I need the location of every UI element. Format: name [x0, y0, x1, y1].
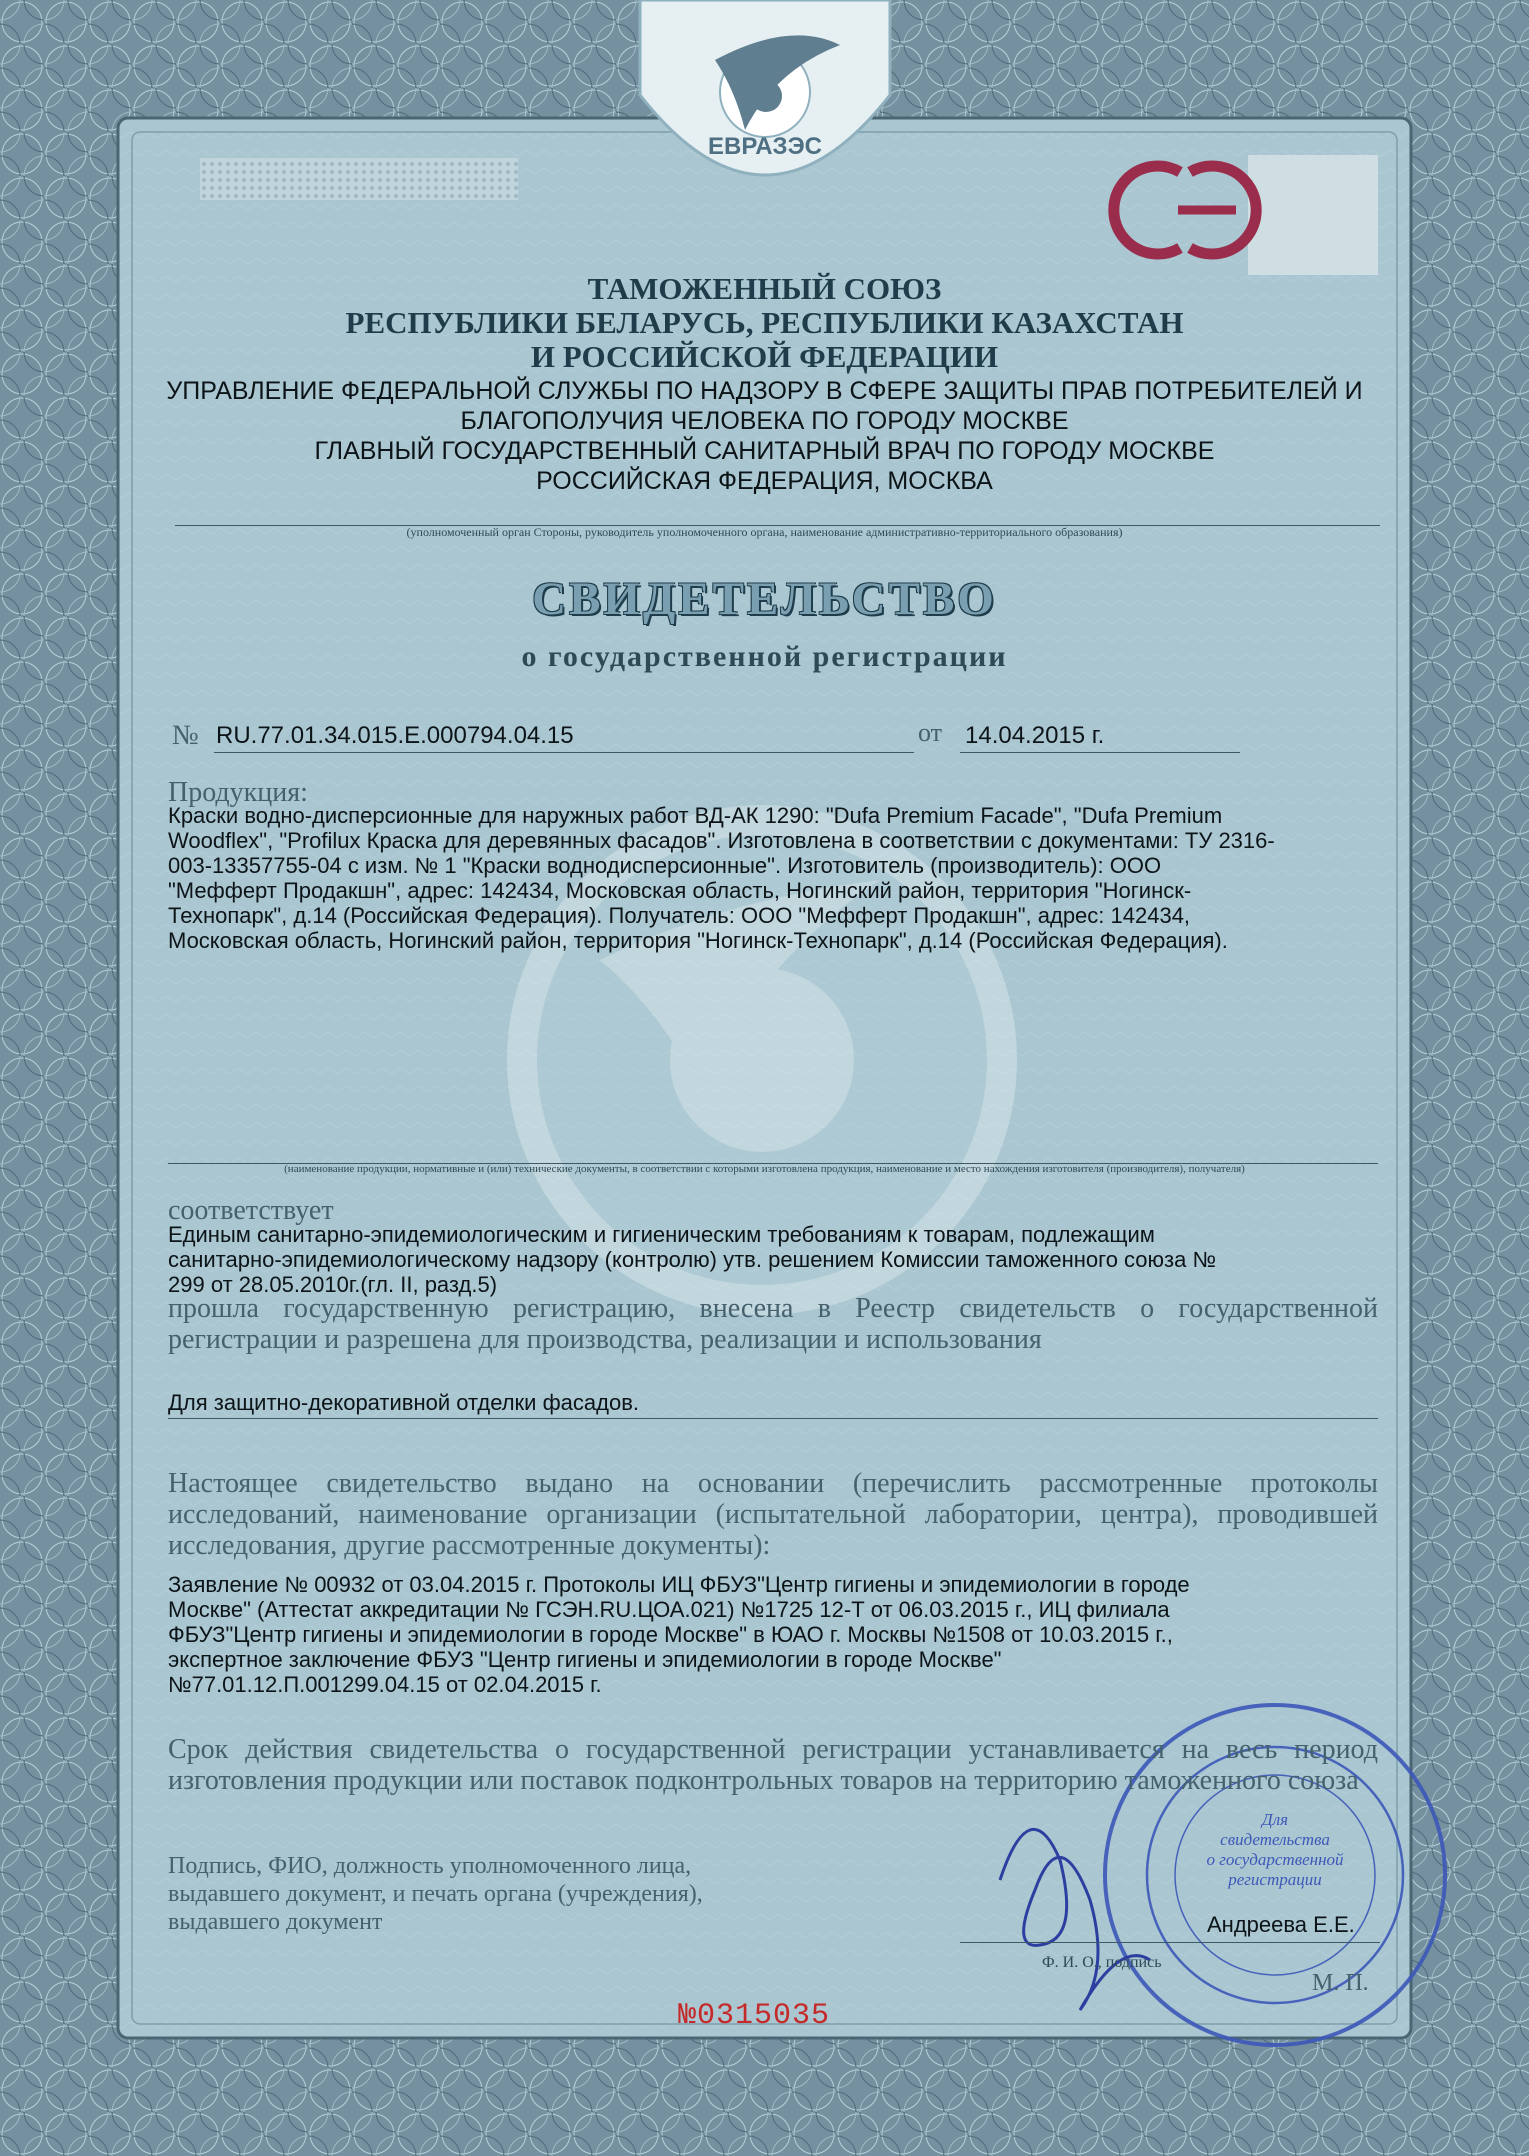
- signatory-name: Андреева Е.Е.: [1207, 1912, 1355, 1937]
- basis-intro: Настоящее свидетельство выдано на основании (перечислить рассмотренные протоколы исследований, наименование организации (испытательной лаборатории, центра), проводившей исследования, другие рассмотренные документы):: [168, 1468, 1378, 1561]
- basis-line: ФБУЗ"Центр гигиены и эпидемиологии в городе Москве" в ЮАО г. Москвы №1508 от 10.03.2015 г.,: [168, 1622, 1173, 1647]
- header-line-2: РЕСПУБЛИКИ БЕЛАРУСЬ, РЕСПУБЛИКИ КАЗАХСТАН: [345, 305, 1184, 340]
- basis-line: №77.01.12.П.001299.04.15 от 02.04.2015 г.: [168, 1672, 602, 1697]
- usage-text: Для защитно-декоративной отделки фасадов.: [168, 1390, 640, 1415]
- agency-block: [0, 376, 1529, 496]
- signature-caption: [168, 1852, 703, 1936]
- stamp-line: о государственной: [1206, 1850, 1344, 1869]
- header-union: [0, 272, 1529, 374]
- registration-date: 14.04.2015 г.: [965, 722, 1105, 749]
- conformity-label: соответствует: [168, 1195, 334, 1226]
- conformity-text: [168, 1222, 1378, 1297]
- agency-line-2: БЛАГОПОЛУЧИЯ ЧЕЛОВЕКА ПО ГОРОДУ МОСКВЕ: [460, 407, 1069, 435]
- registered-statement: прошла государственную регистрацию, внесена в Реестр свидетельств о государственной регистрации и разрешена для производства, реализации и использования: [168, 1293, 1378, 1355]
- stamp-center-text: [1180, 1810, 1370, 1890]
- signature-caption-line: выдавшего документ: [168, 1909, 383, 1935]
- header-line-3: И РОССИЙСКОЙ ФЕДЕРАЦИИ: [530, 339, 999, 374]
- validity-text: Срок действия свидетельства о государственной регистрации устанавливается на весь период изготовления продукции или поставок подконтрольных товаров на территорию таможенного союза: [168, 1734, 1378, 1796]
- document-subtitle: о государственной регистрации: [521, 640, 1008, 673]
- product-line: 003-13357755-04 с изм. № 1 "Краски воднодисперсионные". Изготовитель (производитель): ООО: [168, 853, 1162, 878]
- usage-underline: [168, 1418, 1378, 1419]
- product-label: Продукция:: [168, 777, 308, 808]
- registration-number: RU.77.01.34.015.E.000794.04.15: [216, 722, 574, 749]
- document-title: СВИДЕТЕЛЬСТВО: [532, 573, 997, 625]
- header-line-1: ТАМОЖЕННЫЙ СОЮЗ: [587, 271, 942, 306]
- product-line: "Мефферт Продакшн", адрес: 142434, Московская область, Ногинский район, территория "Ногинск-: [168, 878, 1192, 903]
- fio-caption: Ф. И. О., подпись: [1042, 1954, 1162, 1971]
- number-underline: [214, 752, 914, 753]
- signature-caption-line: выдавшего документ, и печать органа (учреждения),: [168, 1881, 703, 1907]
- conformity-line: 299 от 28.05.2010г.(гл. II, разд.5): [168, 1272, 498, 1297]
- stamp-line: свидетельства: [1220, 1830, 1330, 1849]
- basis-line: Заявление № 00932 от 03.04.2015 г. Протоколы ИЦ ФБУЗ"Центр гигиены и эпидемиологии в городе: [168, 1572, 1190, 1597]
- agency-line-1: УПРАВЛЕНИЕ ФЕДЕРАЛЬНОЙ СЛУЖБЫ ПО НАДЗОРУ В СФЕРЕ ЗАЩИТЫ ПРАВ ПОТРЕБИТЕЛЕЙ И: [166, 377, 1363, 405]
- basis-text: [168, 1572, 1378, 1697]
- product-line: Woodflex", "Profilux Краска для деревянных фасадов". Изготовлена в соответствии с документами: ТУ 2316-: [168, 828, 1275, 853]
- product-description: [168, 803, 1378, 953]
- conformity-line: санитарно-эпидемиологическому надзору (контролю) утв. решением Комиссии таможенного союза №: [168, 1247, 1217, 1272]
- signature-caption-line: Подпись, ФИО, должность уполномоченного лица,: [168, 1853, 692, 1879]
- stamp-line: Для: [1261, 1810, 1289, 1829]
- number-label: №: [172, 720, 199, 751]
- product-line: Краски водно-дисперсионные для наружных работ ВД-АК 1290: "Dufa Premium Facade", "Dufa Premium: [168, 803, 1223, 828]
- product-caption: (наименование продукции, нормативные и (или) технические документы, в соответствии с которыми изготовлена продукция, наименование и место нахождения изготовителя (производителя), получателя): [284, 1163, 1245, 1175]
- basis-line: экспертное заключение ФБУЗ "Центр гигиены и эпидемиологии в городе Москве": [168, 1647, 1002, 1672]
- emblem-label: ЕВРАЗЭС: [707, 133, 822, 160]
- product-line: Технопарк", д.14 (Российская Федерация). Получатель: ООО "Мефферт Продакшн", адрес: 142434,: [168, 903, 1191, 928]
- date-label: от: [918, 718, 943, 747]
- mp-label: М. П.: [1312, 1970, 1369, 1996]
- agency-line-4: РОССИЙСКАЯ ФЕДЕРАЦИЯ, МОСКВА: [536, 467, 993, 495]
- date-underline: [960, 752, 1240, 753]
- agency-caption: (уполномоченный орган Стороны, руководитель уполномоченного органа, наименование административно-территориального образования): [406, 525, 1123, 539]
- conformity-line: Единым санитарно-эпидемиологическим и гигиеническим требованиям к товарам, подлежащим: [168, 1222, 1155, 1247]
- serial-number: №0315035: [678, 1999, 831, 2033]
- stamp-line: регистрации: [1228, 1870, 1322, 1889]
- product-line: Московская область, Ногинский район, территория "Ногинск-Технопарк", д.14 (Российская Федерация).: [168, 928, 1228, 953]
- basis-line: Москве" (Аттестат аккредитации № ГСЭН.RU.ЦОА.021) №1725 12-Т от 06.03.2015 г., ИЦ филиала: [168, 1597, 1170, 1622]
- agency-line-3: ГЛАВНЫЙ ГОСУДАРСТВЕННЫЙ САНИТАРНЫЙ ВРАЧ ПО ГОРОДУ МОСКВЕ: [314, 437, 1215, 465]
- signature-underline: [960, 1942, 1380, 1943]
